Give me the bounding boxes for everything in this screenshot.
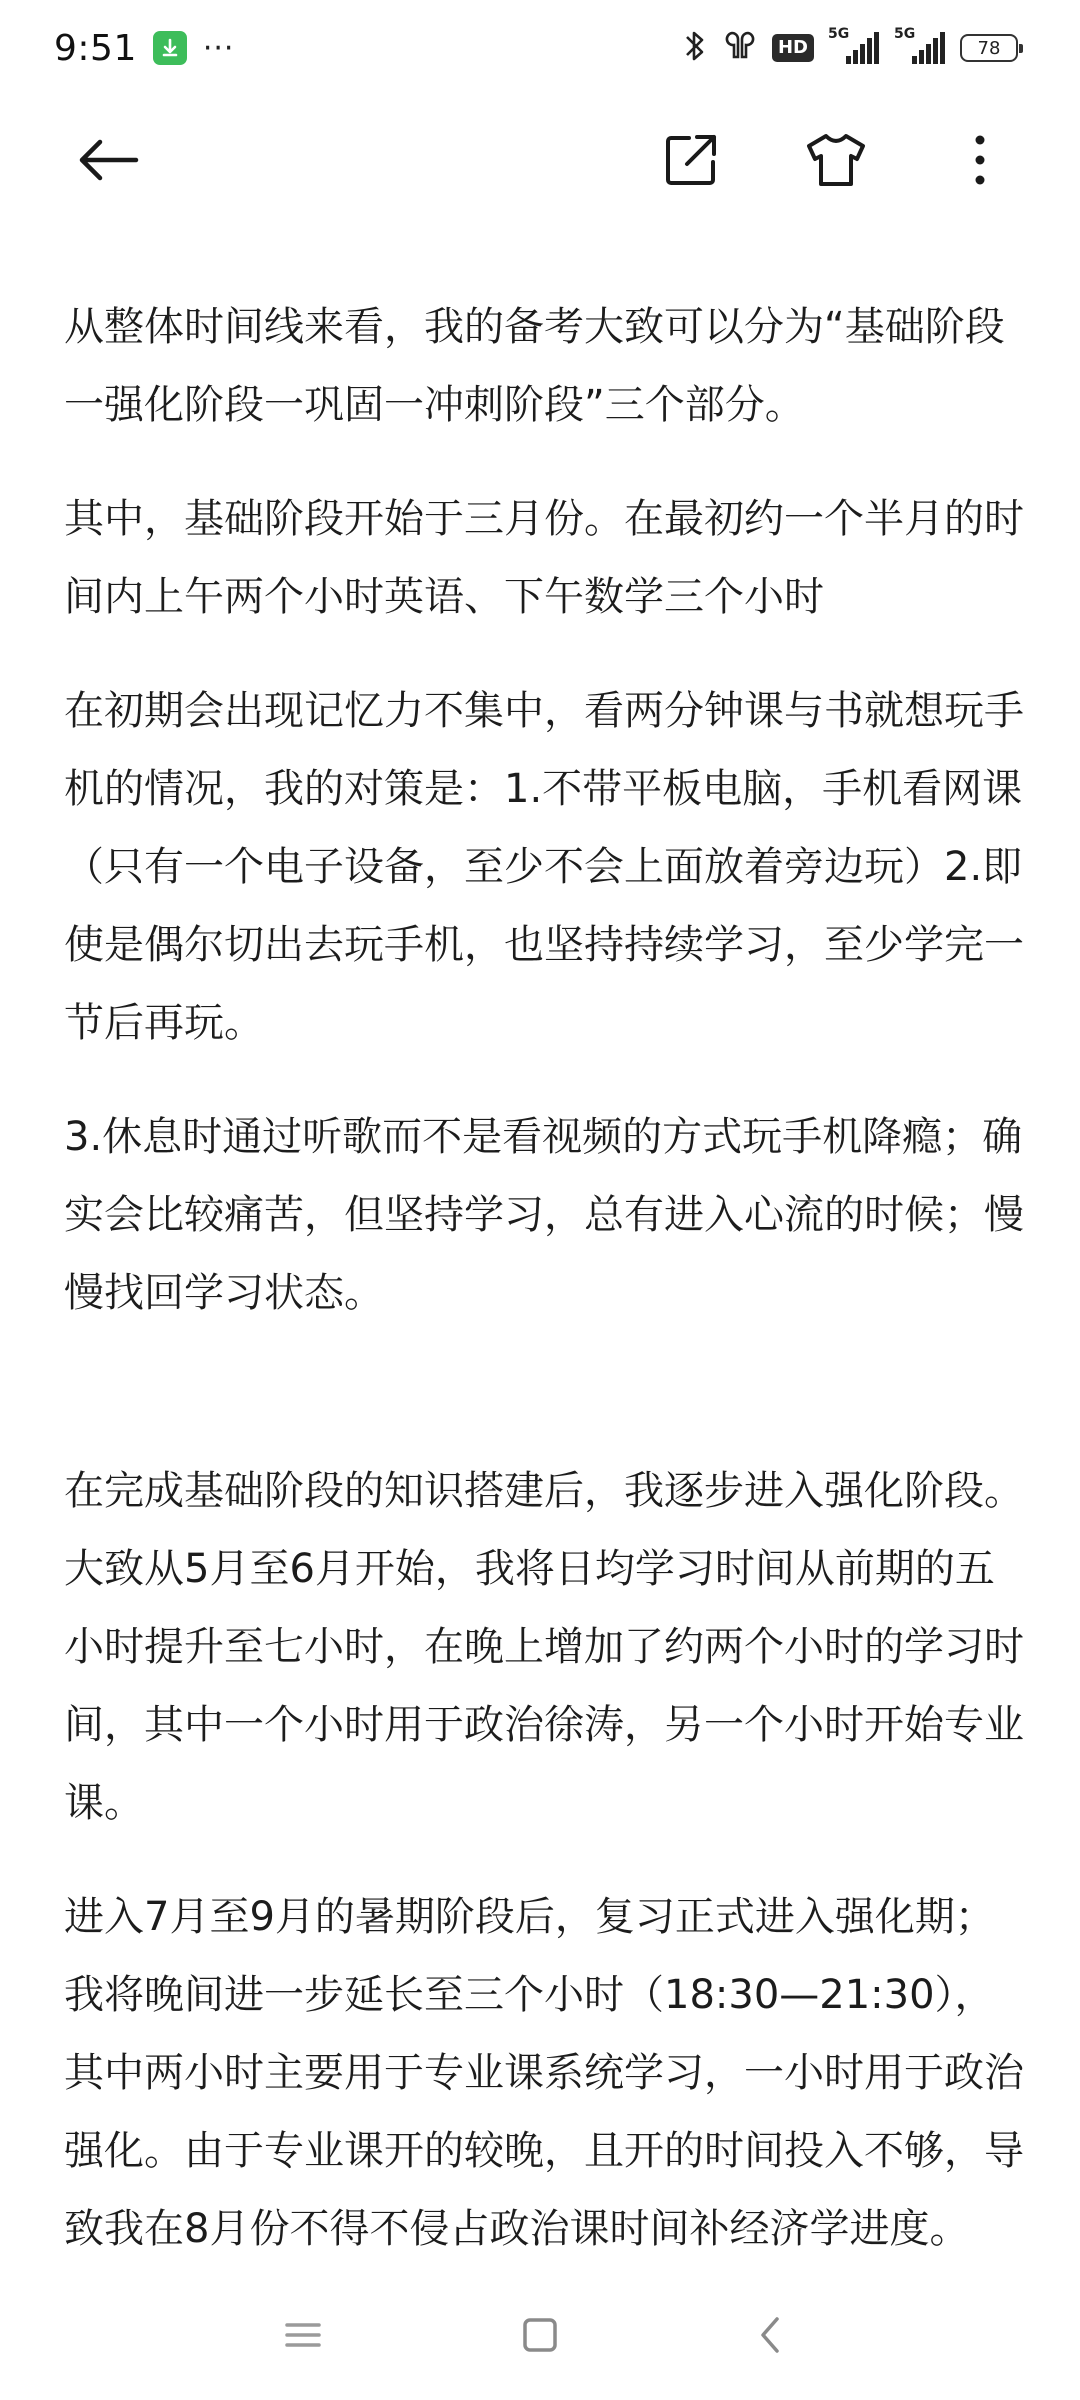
status-left xyxy=(54,24,234,72)
article-paragraph: 在初期会出现记忆力不集中，看两分钟课与书就想玩手机的情况，我的对策是：1.不带平板电脑，手机看网课（只有一个电子设备，至少不会上面放着旁边玩）2.即使是偶尔切出去玩手机，也坚持持续学习，至少学完一节后再玩。 xyxy=(64,688,1024,1046)
battery-level: 78 xyxy=(977,37,1001,59)
square-home-icon xyxy=(520,2315,560,2355)
chevron-left-icon xyxy=(755,2313,785,2357)
notification-more-icon: ··· xyxy=(202,30,235,66)
article-paragraph: 其中，基础阶段开始于三月份。在最初约一个半月的时间内上午两个小时英语、下午数学三个小时 xyxy=(64,496,1024,620)
download-icon xyxy=(153,31,187,65)
system-navigation-bar xyxy=(0,2290,1080,2380)
signal-1-label: 5G xyxy=(828,26,850,42)
article-paragraph: 从整体时间线来看，我的备考大致可以分为“基础阶段一强化阶段一巩固一冲刺阶段”三个部分。 xyxy=(64,304,1005,428)
earbuds-icon xyxy=(722,29,758,67)
article-paragraph: 3.休息时通过听歌而不是看视频的方式玩手机降瘾；确实会比较痛苦，但坚持学习，总有进入心流的时候；慢慢找回学习状态。 xyxy=(64,1114,1024,1316)
recent-apps-button[interactable] xyxy=(268,2300,338,2370)
tshirt-icon xyxy=(805,132,867,188)
app-bar xyxy=(0,110,1080,210)
system-back-button[interactable] xyxy=(735,2300,805,2370)
vertical-dots-icon xyxy=(972,132,988,188)
article-paragraph: 在完成基础阶段的知识搭建后，我逐步进入强化阶段。大致从5月至6月开始，我将日均学习时间从前期的五小时提升至七小时，在晚上增加了约两个小时的学习时间，其中一个小时用于政治徐涛，另一个小时开始专业课。 xyxy=(64,1468,1024,1826)
battery-icon xyxy=(960,34,1018,62)
home-button[interactable] xyxy=(505,2300,575,2370)
status-bar xyxy=(0,0,1080,96)
more-options-button[interactable] xyxy=(944,124,1016,196)
status-right xyxy=(682,26,1018,70)
bluetooth-icon xyxy=(682,28,708,68)
status-time: 9:51 xyxy=(54,27,137,69)
signal-strength-2-icon xyxy=(894,26,946,66)
signal-2-label: 5G xyxy=(894,26,916,42)
menu-lines-icon xyxy=(281,2317,325,2353)
theme-button[interactable] xyxy=(800,124,872,196)
share-button[interactable] xyxy=(655,124,727,196)
arrow-left-icon xyxy=(76,138,140,182)
article-paragraph: 进入7月至9月的暑期阶段后，复习正式进入强化期；我将晚间进一步延长至三个小时（18:30—21:30），其中两小时主要用于专业课系统学习，一小时用于政治强化。由于专业课开的较晚，且开的时间投入不够，导致我在8月份不得不侵占政治课时间补经济学进度。 xyxy=(64,1894,1024,2252)
back-button[interactable] xyxy=(72,124,144,196)
hd-voice-badge: HD xyxy=(772,34,814,62)
share-external-icon xyxy=(663,132,719,188)
article-body xyxy=(64,288,1024,2304)
signal-strength-1-icon xyxy=(828,26,880,66)
